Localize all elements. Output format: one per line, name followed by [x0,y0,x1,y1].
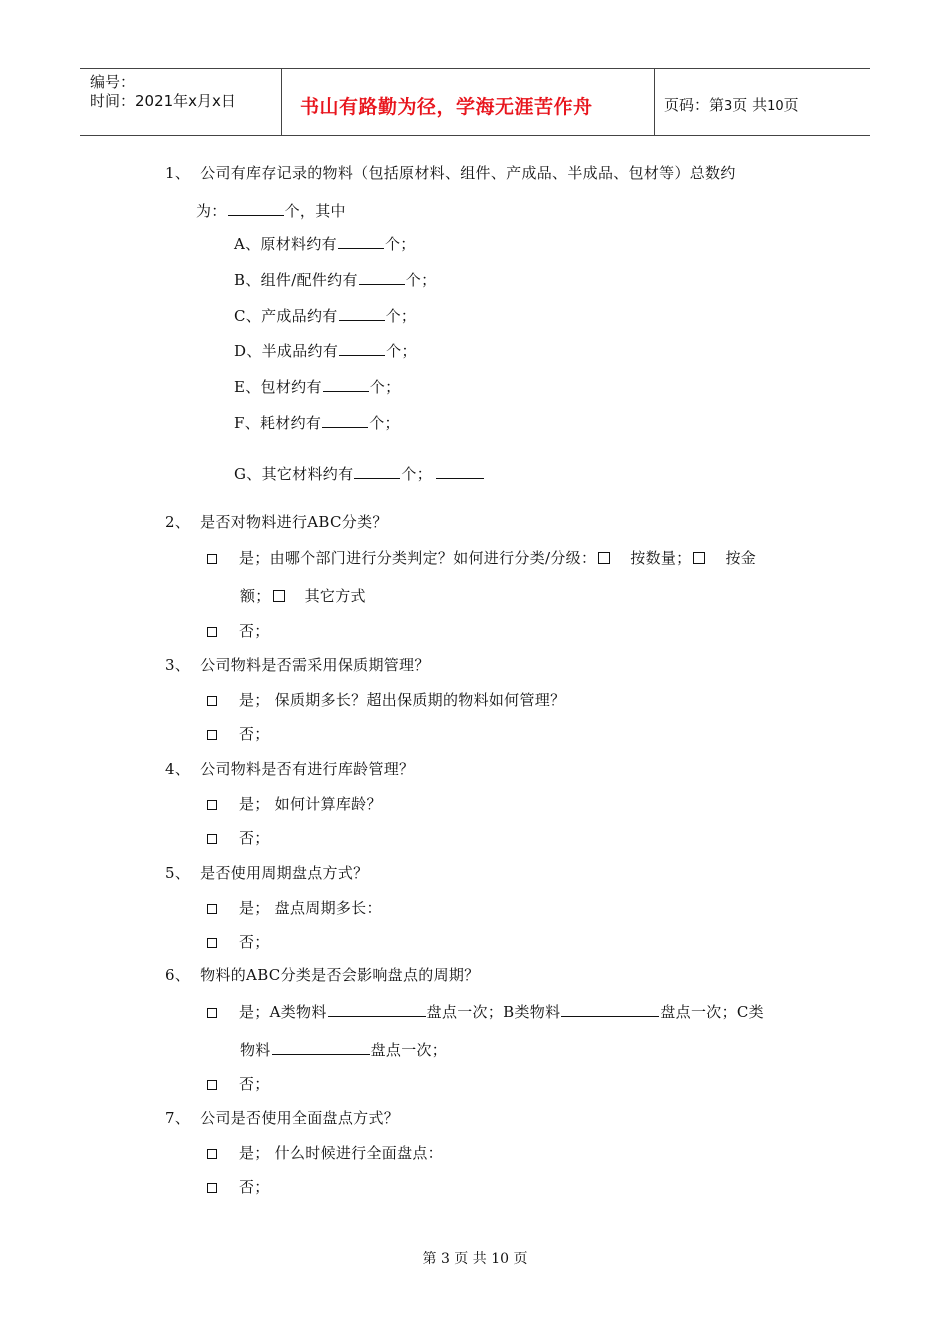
q1-cont-a: 为： [196,202,227,220]
q1-item-b [234,269,436,290]
q4-yes-line [207,793,382,814]
q1-item-a-suffix: 个； [384,235,416,253]
q2-text: 是否对物料进行ABC分类？ [200,513,388,531]
q1-item-e-prefix: E、包材约有 [234,378,322,396]
q2-cont-a: 额； [240,587,271,605]
q2-opt1-checkbox[interactable] [598,552,610,564]
header-time-label: 时间：2021年x月x日 [90,92,236,110]
q2-yes-text: 是；由哪个部门进行分类判定？如何进行分类/分级： [239,549,597,567]
q6-yes-c: 盘点一次；C类 [660,1003,764,1021]
q5-no-text: 否； [239,933,270,951]
q5-no-line [207,931,270,952]
q3-no-checkbox[interactable] [207,730,217,740]
q1-item-e [234,376,400,397]
q7-yes-line [207,1142,443,1163]
header-page-info [664,94,799,115]
q6-a-blank[interactable] [328,1015,426,1017]
q4-text: 公司物料是否有进行库龄管理？ [200,760,415,778]
q6-yes-line [207,1001,764,1022]
q6-b-blank[interactable] [561,1015,659,1017]
q6-line [165,964,479,985]
header-page-prefix: 页码：第 [664,96,725,114]
header-motto: 书山有路勤为径，学海无涯苦作舟 [300,96,593,118]
q6-number: 6、 [165,966,191,984]
q3-no-line [207,723,270,744]
q4-line [165,758,414,779]
q1-continuation [196,200,346,221]
q3-yes-checkbox[interactable] [207,696,217,706]
q1-item-f-suffix: 个； [369,414,400,432]
q4-yes-checkbox[interactable] [207,800,217,810]
q3-line [165,654,430,675]
q7-line [165,1107,399,1128]
q7-text: 公司是否使用全面盘点方式？ [200,1109,400,1127]
q7-no-line [207,1176,270,1197]
q2-line [165,511,388,532]
q1-item-e-blank[interactable] [323,390,369,392]
q1-text: 公司有库存记录的物料（包括原材料、组件、产成品、半成品、包材等）总数约 [200,164,736,182]
q1-item-a [234,233,416,254]
q6-yes-checkbox[interactable] [207,1008,217,1018]
q1-item-c-blank[interactable] [339,319,385,321]
q6-yes-b: 盘点一次；B类物料 [426,1003,561,1021]
q2-opt3-checkbox[interactable] [273,590,285,602]
q6-text: 物料的ABC分类是否会影响盘点的周期？ [200,966,480,984]
q1-total-blank[interactable] [228,214,284,216]
q1-line [165,162,736,183]
q3-yes-line [207,689,565,710]
q2-opt3-label: 其它方式 [304,587,366,605]
q2-yes-checkbox[interactable] [207,554,217,564]
header-page-suffix: 页 [783,96,799,114]
q1-item-c [234,305,416,326]
q3-no-text: 否； [239,725,270,743]
header-page-total: 10 [767,99,784,114]
q1-item-g-prefix: G、其它材料约有 [234,465,354,483]
q7-number: 7、 [165,1109,191,1127]
q1-item-d-prefix: D、半成品约有 [234,342,339,360]
q1-item-d [234,340,417,361]
header-divider-left [281,68,282,136]
header-top-rule [80,68,870,69]
header-page-mid: 页 共 [732,96,768,114]
q1-item-c-suffix: 个； [385,307,417,325]
q4-no-line [207,827,270,848]
q2-no-text: 否； [239,622,270,640]
q5-text: 是否使用周期盘点方式？ [200,864,369,882]
q2-opt1-label: 按数量； [630,549,692,567]
q2-no-line [207,620,270,641]
q1-item-d-suffix: 个； [386,342,417,360]
q2-yes-line [207,547,756,568]
q1-item-g-suffix: 个； [401,465,432,483]
q6-yes-continuation [240,1039,447,1060]
q7-no-text: 否； [239,1178,270,1196]
q7-yes-checkbox[interactable] [207,1149,217,1159]
q2-yes-continuation [240,585,366,606]
q5-yes-text: 是； 盘点周期多长： [239,899,382,917]
q1-item-f-prefix: F、耗材约有 [234,414,322,432]
q1-item-b-blank[interactable] [359,283,405,285]
q6-no-checkbox[interactable] [207,1080,217,1090]
q4-number: 4、 [165,760,191,778]
q5-yes-checkbox[interactable] [207,904,217,914]
q1-item-a-blank[interactable] [338,247,384,249]
q1-item-f-blank[interactable] [322,426,368,428]
header-divider-right [654,68,655,136]
q1-number: 1、 [165,164,191,182]
q1-item-e-suffix: 个； [369,378,401,396]
q6-c-blank[interactable] [272,1053,370,1055]
q2-opt2-checkbox[interactable] [693,552,705,564]
q5-no-checkbox[interactable] [207,938,217,948]
header-page-num: 3 [724,99,733,114]
q1-item-c-prefix: C、产成品约有 [234,307,338,325]
q1-cont-b: 个，其中 [284,202,346,220]
q2-number: 2、 [165,513,191,531]
q6-yes-a: 是；A类物料 [239,1003,327,1021]
q1-item-b-prefix: B、组件/配件约有 [234,271,358,289]
q4-no-checkbox[interactable] [207,834,217,844]
q7-yes-text: 是； 什么时候进行全面盘点： [239,1144,443,1162]
q5-number: 5、 [165,864,191,882]
q3-number: 3、 [165,656,191,674]
q3-yes-text: 是； 保质期多长？超出保质期的物料如何管理？ [239,691,566,709]
q5-yes-line [207,897,382,918]
q1-item-a-prefix: A、原材料约有 [234,235,337,253]
header-code-label: 编号： [90,73,136,91]
q4-yes-text: 是； 如何计算库龄？ [239,795,382,813]
q5-line [165,862,368,883]
q3-text: 公司物料是否需采用保质期管理？ [200,656,430,674]
q7-no-checkbox[interactable] [207,1183,217,1193]
q2-no-checkbox[interactable] [207,627,217,637]
q6-no-text: 否； [239,1075,270,1093]
q6-no-line [207,1073,270,1094]
q1-item-d-blank[interactable] [339,354,385,356]
q1-item-g [234,463,485,484]
q1-item-b-suffix: 个； [405,271,437,289]
header-bottom-rule [80,135,870,136]
q1-item-g-extra-blank[interactable] [436,477,484,479]
q1-item-g-blank[interactable] [354,477,400,479]
q1-item-f [234,412,400,433]
q6-cont-b: 盘点一次； [370,1041,448,1059]
q4-no-text: 否； [239,829,270,847]
page-footer: 第 3 页 共 10 页 [422,1251,528,1267]
q2-opt2-label: 按金 [725,549,757,567]
q6-cont-a: 物料 [240,1041,271,1059]
